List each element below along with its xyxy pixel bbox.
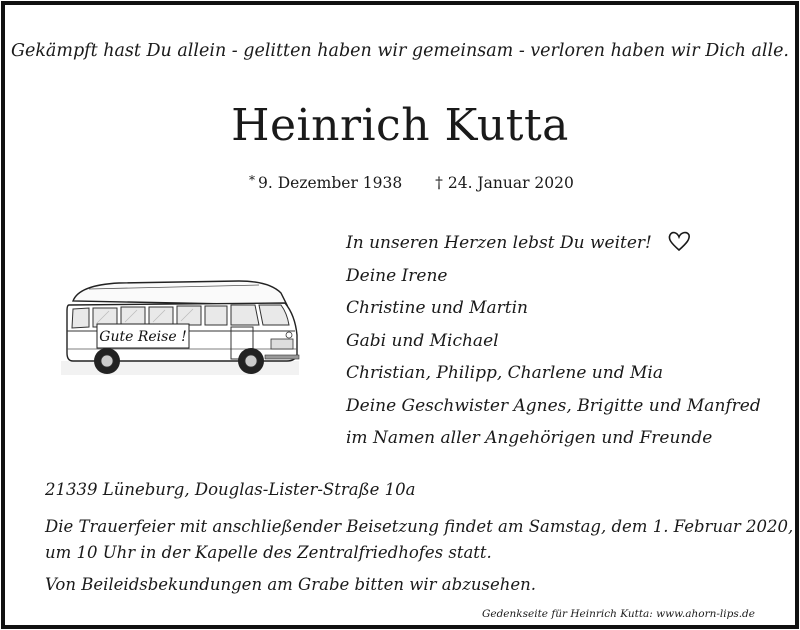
death-date: 24. Januar 2020	[447, 174, 574, 192]
ceremony-info	[45, 514, 793, 566]
family-list	[346, 227, 761, 455]
family-member-line: Christine und Martin	[346, 298, 528, 318]
family-heading-text: In unseren Herzen lebst Du weiter!	[346, 233, 652, 253]
address-text: 21339 Lüneburg, Douglas-Lister-Straße 10a	[45, 480, 416, 499]
birth-date-group	[249, 174, 407, 192]
family-heading	[346, 227, 761, 260]
death-date-group	[435, 174, 574, 192]
birth-symbol: *	[249, 173, 255, 187]
family-member-line: im Namen aller Angehörigen und Freunde	[346, 428, 713, 448]
vintage-bus-illustration	[59, 275, 301, 389]
death-symbol: †	[435, 174, 443, 192]
heart-outline-icon	[667, 230, 691, 252]
birth-date: 9. Dezember 1938	[258, 174, 403, 192]
condolence-note: Von Beileidsbekundungen am Grabe bitten wir abzusehen.	[45, 575, 537, 594]
family-member-line: Deine Irene	[346, 265, 448, 286]
bus-sign-text: Gute Reise !	[99, 329, 187, 345]
ceremony-line: Die Trauerfeier mit anschließender Beisetzung findet am Samstag, dem 1. Februar 2020,	[45, 517, 794, 536]
family-member-line: Christian, Philipp, Charlene und Mia	[346, 363, 663, 383]
memorial-page-footer: Gedenkseite für Heinrich Kutta: www.ahorn-lips.de	[481, 608, 755, 620]
family-member-line: Gabi und Michael	[346, 330, 499, 351]
ceremony-line: um 10 Uhr in der Kapelle des Zentralfriedhofes statt.	[45, 543, 492, 562]
motto-text: Gekämpft hast Du allein - gelitten haben wir gemeinsam - verloren haben wir Dich alle.	[10, 41, 789, 61]
obituary-notice	[1, 1, 799, 629]
deceased-name: Heinrich Kutta	[231, 100, 569, 151]
family-member-line: Deine Geschwister Agnes, Brigitte und Manfred	[346, 395, 761, 416]
life-dates	[249, 173, 574, 192]
